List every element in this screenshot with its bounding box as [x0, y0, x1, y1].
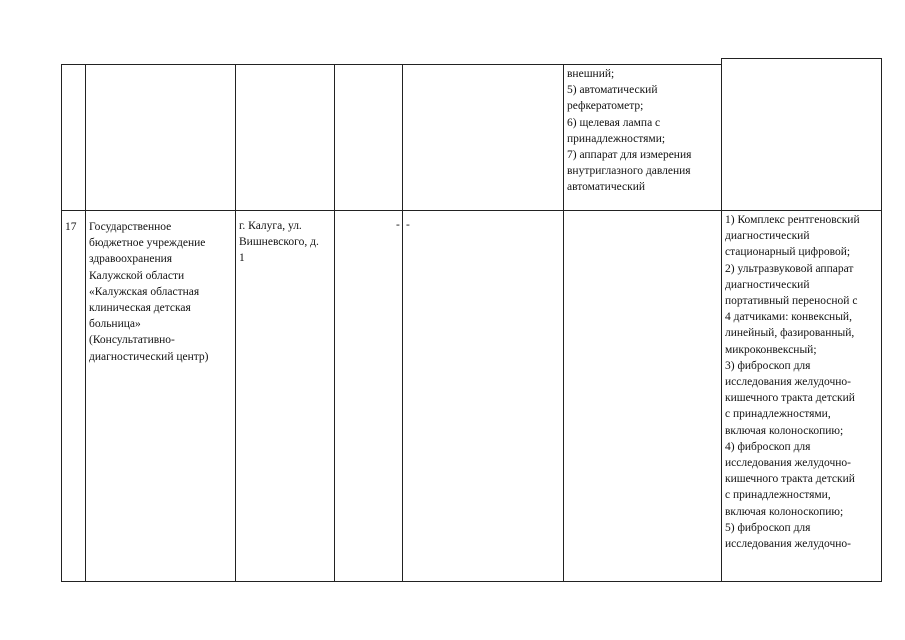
organization-line: больница»	[89, 318, 141, 331]
column-divider	[334, 64, 335, 582]
equipment-line: рефкератометр;	[567, 100, 644, 113]
table-top-border-right	[721, 58, 882, 59]
organization-line: Калужской области	[89, 269, 185, 282]
address-cell	[239, 218, 319, 267]
equipment-line: исследования желудочно-	[725, 538, 851, 551]
equipment-line: включая колоноскопию;	[725, 505, 844, 518]
table-left-border	[61, 64, 62, 582]
organization-cell	[89, 219, 209, 365]
column-divider	[563, 64, 564, 582]
equipment-line: диагностический	[725, 278, 810, 291]
column-divider	[235, 64, 236, 582]
equipment-line: принадлежностями;	[567, 132, 666, 145]
row-number: 17	[65, 221, 77, 233]
equipment-line: включая колоноскопию;	[725, 424, 844, 437]
equipment-line: внутриглазного давления	[567, 165, 691, 178]
address-line: 1	[239, 252, 245, 265]
equipment-line: исследования желудочно-	[725, 376, 851, 389]
organization-line: диагностический центр)	[89, 350, 209, 363]
address-line: г. Калуга, ул.	[239, 220, 302, 232]
equipment-line: с принадлежностями,	[725, 489, 831, 502]
equipment-line: кишечного тракта детский	[725, 473, 855, 486]
equipment-line: стационарный цифровой;	[725, 246, 851, 259]
equipment-line: 7) аппарат для измерения	[567, 149, 692, 162]
table-right-border	[881, 58, 882, 582]
equipment-line: 3) фиброскоп для	[725, 359, 811, 372]
organization-line: Государственное	[89, 221, 172, 233]
table-bottom-border	[61, 581, 882, 582]
table-top-border	[61, 64, 721, 65]
equipment-line: исследования желудочно-	[725, 457, 851, 470]
equipment-line: линейный, фазированный,	[725, 327, 855, 340]
equipment-line: микроконвексный;	[725, 343, 817, 356]
equipment-cell	[725, 212, 860, 552]
column-divider	[721, 58, 722, 582]
column-divider	[402, 64, 403, 582]
empty-value-dash: -	[406, 219, 410, 231]
equipment-line: кишечного тракта детский	[725, 392, 855, 405]
equipment-line: 2) ультразвуковой аппарат	[725, 262, 854, 275]
row-divider	[61, 210, 882, 211]
equipment-line: 1) Комплекс рентгеновский	[725, 214, 860, 226]
column-divider	[85, 64, 86, 582]
equipment-line: 4 датчиками: конвексный,	[725, 311, 852, 324]
organization-line: бюджетное учреждение	[89, 237, 206, 250]
continuation-equipment-cell	[567, 66, 691, 196]
empty-value-dash: -	[396, 219, 400, 231]
equipment-line: портативный переносной с	[725, 295, 858, 308]
organization-line: (Консультативно-	[89, 334, 175, 347]
organization-line: «Калужская областная	[89, 285, 200, 298]
equipment-line: 4) фиброскоп для	[725, 440, 811, 453]
equipment-line: внешний;	[567, 68, 615, 80]
equipment-line: 5) фиброскоп для	[725, 521, 811, 534]
equipment-line: автоматический	[567, 181, 646, 194]
address-line: Вишневского, д.	[239, 236, 319, 249]
organization-line: клиническая детская	[89, 302, 191, 315]
equipment-line: с принадлежностями,	[725, 408, 831, 421]
equipment-line: 6) щелевая лампа с	[567, 116, 661, 129]
organization-line: здравоохранения	[89, 253, 173, 266]
equipment-line: 5) автоматический	[567, 84, 658, 97]
equipment-line: диагностический	[725, 230, 810, 243]
